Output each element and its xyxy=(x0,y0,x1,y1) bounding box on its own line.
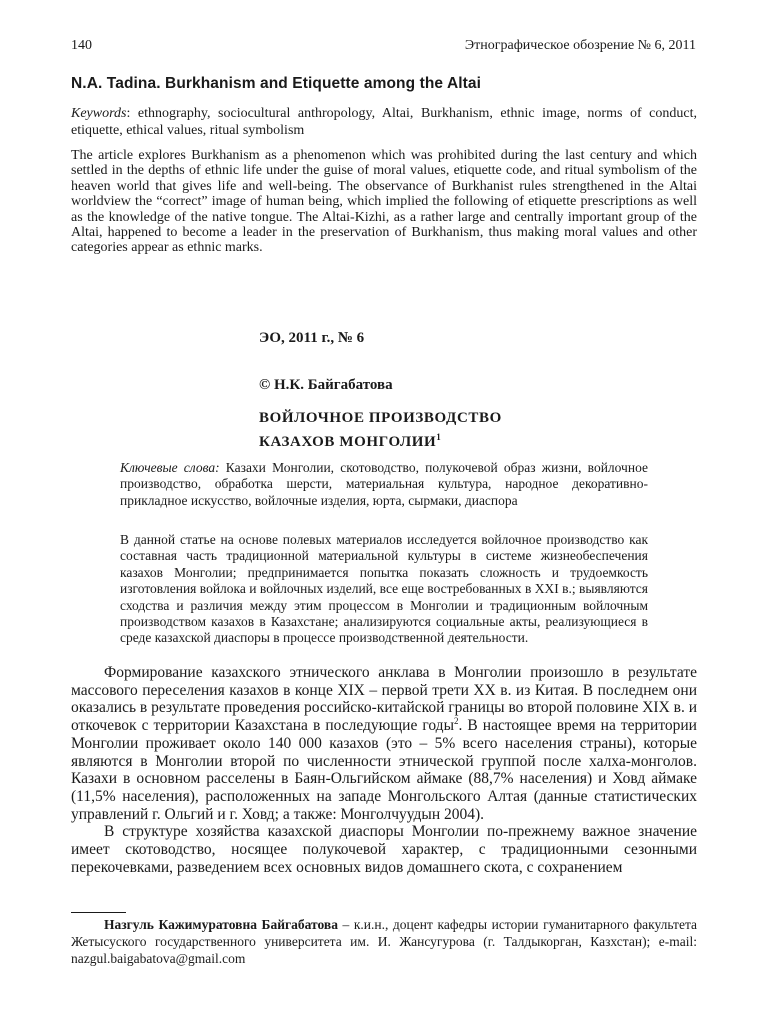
english-keywords-text: : ethnography, sociocultural anthropology, Altai, Burkhanism, ethnic image, norms of conduct, etiquette, ethical values, ritual symbolism xyxy=(71,106,697,138)
author-footnote-paragraph xyxy=(71,916,697,967)
russian-abstract: В данной статье на основе полевых материалов исследуется войлочное производство как составная часть традиционной материальной культуры в системе жизнеобеспечения казахов Монголии; предпринимается попытка показать сложность и трудоемкость изготовления войлока и войлочных изделий, все еще востребованных в XXI в.; выявляются сходства и различия между этим процессом в Монголии и традиционным войлочным производством казахов в Казахстане; анализируются социальные акты, реализующиеся в среде казахской диаспоры в процессе производственной деятельности. xyxy=(120,532,648,646)
page-number: 140 xyxy=(71,38,92,53)
footnote-divider xyxy=(71,912,126,913)
body-paragraph-1 xyxy=(71,664,697,823)
running-header xyxy=(71,38,696,54)
title-footnote-mark: 1 xyxy=(436,432,441,442)
english-article-title: N.A. Tadina. Burkhanism and Etiquette among the Altai xyxy=(71,75,482,92)
english-abstract: The article explores Burkhanism as a phenomenon which was prohibited during the last century and which settled in the depths of ethnic life under the guise of moral values, etiquette code, and ritual symbolism of the heaven world that gives life and well-being. The observance of Burkhanist rules strengthened in the Altai worldview the “correct” image of human being, which implied the following of etiquette prescriptions as well as the knowledge of the native tongue. The Altai-Kizhi, as a rather large and centrally important group of the Altai, happened to become a leader in the preservation of Burkhanism, thus making moral values and other categories appear as ethnic marks. xyxy=(71,148,697,256)
article-title-line-1: ВОЙЛОЧНОЕ ПРОИЗВОДСТВО xyxy=(259,410,502,426)
article-author: © Н.К. Байгабатова xyxy=(259,377,393,393)
body-paragraph-1-part-1: Формирование казахского этнического анклава в Монголии произошло в результате массового переселения казахов в конце XIX – первой трети XX в. из Китая. В последнем они оказались в результате проведения российско-китайской границы во второй половине XIX в. и откочевок с территории Казахстана в последующие годы xyxy=(71,664,698,735)
article-title-line-2-text: КАЗАХОВ МОНГОЛИИ xyxy=(259,434,437,450)
issue-line: ЭО, 2011 г., № 6 xyxy=(259,330,365,346)
body-paragraph-1-part-2: . В настоящее время на территории Монголии проживает около 140 000 казахов (это – 5% всего населения страны), которые являются в Монголии второй по численности этнической группой после халха-монголов. Казахи в основном расселены в Баян-Ольгийском аймаке (88,7% населения) и Ховд аймаке (11,5% населения), расположенных на западе Монгольского Алтая (данные статистических управлений г. Ольгий и г. Ховд; а также: Монголчуудын 2004). xyxy=(71,717,697,823)
russian-keywords-label: Ключевые слова: xyxy=(120,460,220,475)
body-footnote-mark: 2 xyxy=(453,715,459,726)
footnote-author-name: Назгуль Кажимуратовна Байгабатова xyxy=(104,917,338,932)
article-title xyxy=(259,409,502,452)
english-keywords-label: Keywords xyxy=(71,106,127,121)
english-keywords xyxy=(71,105,697,139)
russian-keywords xyxy=(120,460,648,509)
article-title-line-2 xyxy=(259,428,502,452)
author-footnote xyxy=(71,916,697,967)
russian-keywords-text: Казахи Монголии, скотоводство, полукочевой образ жизни, войлочное производство, обработка шерсти, материальная культура, народное декоративно-прикладное искусство, войлочные изделия, юрта, сырмаки, диаспора xyxy=(120,460,648,508)
journal-name: Этнографическое обозрение № 6, 2011 xyxy=(464,38,696,53)
article-body xyxy=(71,664,697,876)
body-paragraph-2: В структуре хозяйства казахской диаспоры Монголии по-прежнему важное значение имеет скотоводство, носящее полукочевой характер, с традиционными сезонными перекочевками, разведением всех основных видов домашнего скота, с сохранением xyxy=(71,823,697,876)
footnote-author-details: – к.и.н., доцент кафедры истории гуманитарного факультета Жетысуского государственного университета им. И. Жансугурова (г. Талдыкорган, Казхстан); e-mail: nazgul.baigabatova@gmail.com xyxy=(71,917,698,966)
